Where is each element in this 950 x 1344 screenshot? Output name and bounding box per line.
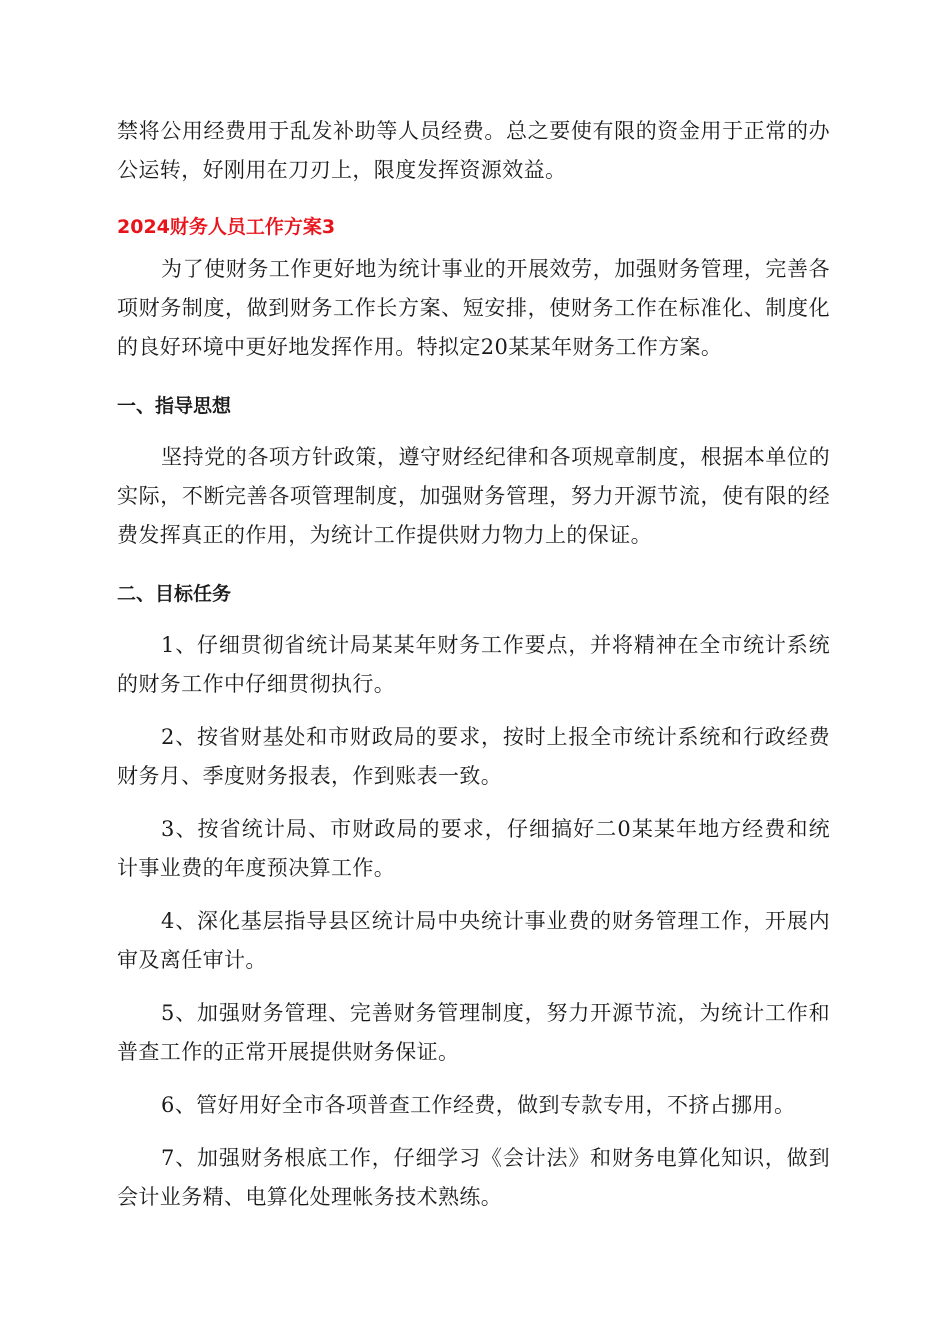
task-item-2: 2、按省财基处和市财政局的要求，按时上报全市统计系统和行政经费财务月、季度财务报表，作到账表一致。 — [117, 725, 830, 788]
task-item-6: 6、管好用好全市各项普查工作经费，做到专款专用，不挤占挪用。 — [161, 1093, 796, 1117]
task-item-5: 5、加强财务管理、完善财务管理制度，努力开源节流，为统计工作和普查工作的正常开展提供财务保证。 — [117, 1001, 830, 1064]
task-item-3: 3、按省统计局、市财政局的要求，仔细搞好二0某某年地方经费和统计事业费的年度预决算工作。 — [117, 817, 830, 880]
opening-paragraph: 为了使财务工作更好地为统计事业的开展效劳，加强财务管理，完善各项财务制度，做到财务工作长方案、短安排，使财务工作在标准化、制度化的良好环境中更好地发挥作用。特拟定20某某年财务工作方案。 — [117, 257, 830, 359]
heading-target-tasks: 二、目标任务 — [117, 583, 232, 605]
heading-guiding-ideology: 一、指导思想 — [117, 395, 232, 417]
task-item-4: 4、深化基层指导县区统计局中央统计事业费的财务管理工作，开展内审及离任审计。 — [117, 909, 830, 972]
task-item-7: 7、加强财务根底工作，仔细学习《会计法》和财务电算化知识，做到会计业务精、电算化处理帐务技术熟练。 — [117, 1146, 830, 1209]
intro-paragraph: 禁将公用经费用于乱发补助等人员经费。总之要使有限的资金用于正常的办公运转，好刚用在刀刃上，限度发挥资源效益。 — [117, 119, 830, 182]
task-item-1: 1、仔细贯彻省统计局某某年财务工作要点，并将精神在全市统计系统的财务工作中仔细贯彻执行。 — [117, 633, 830, 696]
section-title: 2024财务人员工作方案3 — [117, 216, 336, 238]
task-list — [117, 626, 830, 1217]
guiding-paragraph: 坚持党的各项方针政策，遵守财经纪律和各项规章制度，根据本单位的实际，不断完善各项管理制度，加强财务管理，努力开源节流，使有限的经费发挥真正的作用，为统计工作提供财力物力上的保证。 — [117, 445, 830, 547]
